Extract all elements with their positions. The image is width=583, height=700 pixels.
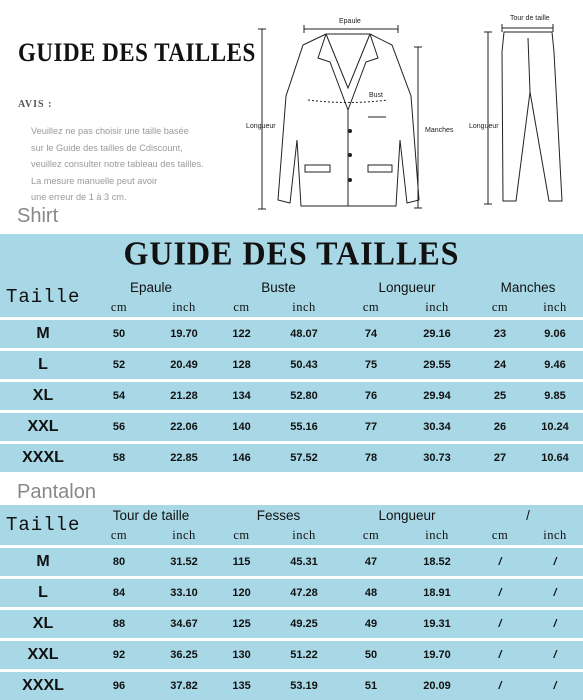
- diagram-label-tour-de-taille: Tour de taille: [510, 15, 550, 22]
- size-cell: L: [0, 350, 86, 381]
- table-cell: 134: [216, 381, 267, 412]
- table-cell: /: [527, 640, 583, 671]
- table-cell: 96: [86, 671, 152, 700]
- diagram-label-pant-longueur: Longueur: [469, 123, 499, 130]
- table-cell: 92: [86, 640, 152, 671]
- group-header: Manches: [473, 277, 583, 298]
- table-row: [0, 609, 583, 640]
- jacket-button-icon: [348, 153, 352, 157]
- unit-header: inch: [401, 298, 473, 319]
- table-cell: 52: [86, 350, 152, 381]
- table-cell: 84: [86, 578, 152, 609]
- table-cell: 53.19: [267, 671, 341, 700]
- table-cell: 55.16: [267, 412, 341, 443]
- table-cell: /: [473, 671, 527, 700]
- table-cell: 18.52: [401, 547, 473, 578]
- table-cell: 50: [86, 319, 152, 350]
- table-cell: /: [473, 609, 527, 640]
- table-unit-header: [0, 526, 583, 547]
- table-unit-header: [0, 298, 583, 319]
- table-row: [0, 578, 583, 609]
- table-cell: 56: [86, 412, 152, 443]
- size-cell: M: [0, 319, 86, 350]
- unit-header: inch: [267, 298, 341, 319]
- diagram-label-epaule: Epaule: [339, 18, 361, 25]
- table-cell: 22.06: [152, 412, 216, 443]
- size-cell: XXXL: [0, 443, 86, 473]
- page-title: GUIDE DES TAILLES: [18, 38, 256, 67]
- table-cell: 51: [341, 671, 401, 700]
- group-header: Epaule: [86, 277, 216, 298]
- jacket-button-icon: [348, 129, 352, 133]
- table-cell: 20.49: [152, 350, 216, 381]
- table-cell: 49: [341, 609, 401, 640]
- group-header: Longueur: [341, 505, 473, 526]
- avis-line: sur le Guide des tailles de Cdiscount,: [31, 143, 183, 153]
- table-cell: 122: [216, 319, 267, 350]
- table-cell: /: [527, 671, 583, 700]
- table-cell: 9.85: [527, 381, 583, 412]
- table-cell: 135: [216, 671, 267, 700]
- table-cell: 47: [341, 547, 401, 578]
- unit-header: inch: [401, 526, 473, 547]
- table-cell: /: [527, 578, 583, 609]
- table-cell: 27: [473, 443, 527, 473]
- table-cell: 23: [473, 319, 527, 350]
- table-cell: 88: [86, 609, 152, 640]
- size-cell: XXL: [0, 412, 86, 443]
- table-cell: 30.73: [401, 443, 473, 473]
- table-cell: 77: [341, 412, 401, 443]
- table-row: [0, 350, 583, 381]
- unit-header: cm: [341, 526, 401, 547]
- avis-line: une erreur de 1 à 3 cm.: [31, 192, 127, 202]
- table-cell: 125: [216, 609, 267, 640]
- table-cell: 21.28: [152, 381, 216, 412]
- table-cell: 31.52: [152, 547, 216, 578]
- unit-header: cm: [473, 298, 527, 319]
- table-cell: 47.28: [267, 578, 341, 609]
- group-header: Longueur: [341, 277, 473, 298]
- table-cell: 19.70: [152, 319, 216, 350]
- table-cell: 45.31: [267, 547, 341, 578]
- unit-header: cm: [341, 298, 401, 319]
- unit-header: inch: [267, 526, 341, 547]
- table-row: [0, 319, 583, 350]
- table-cell: 76: [341, 381, 401, 412]
- table-cell: 19.70: [401, 640, 473, 671]
- table-cell: 20.09: [401, 671, 473, 700]
- table-row: [0, 547, 583, 578]
- size-cell: M: [0, 547, 86, 578]
- table-cell: 48: [341, 578, 401, 609]
- group-header: /: [473, 505, 583, 526]
- header-area: [0, 0, 583, 232]
- table-cell: /: [473, 547, 527, 578]
- table-cell: 48.07: [267, 319, 341, 350]
- size-column-header: Taille: [0, 277, 86, 319]
- table-cell: 140: [216, 412, 267, 443]
- table-cell: 9.06: [527, 319, 583, 350]
- jacket-button-icon: [348, 178, 352, 182]
- unit-header: cm: [86, 526, 152, 547]
- size-cell: XXL: [0, 640, 86, 671]
- banner-title: GUIDE DES TAILLES: [123, 234, 460, 272]
- table-cell: /: [527, 609, 583, 640]
- table-cell: 58: [86, 443, 152, 473]
- avis-line: La mesure manuelle peut avoir: [31, 176, 158, 186]
- size-cell: XXXL: [0, 671, 86, 700]
- pantalon-size-table: [0, 505, 583, 700]
- group-header: Fesses: [216, 505, 341, 526]
- table-cell: 54: [86, 381, 152, 412]
- table-cell: 52.80: [267, 381, 341, 412]
- table-cell: 80: [86, 547, 152, 578]
- table-cell: 37.82: [152, 671, 216, 700]
- table-cell: 34.67: [152, 609, 216, 640]
- pantalon-section-label: Pantalon: [17, 481, 96, 503]
- table-cell: 26: [473, 412, 527, 443]
- table-cell: 29.55: [401, 350, 473, 381]
- shirt-size-table: [0, 277, 583, 472]
- table-cell: 130: [216, 640, 267, 671]
- table-cell: 57.52: [267, 443, 341, 473]
- group-header: Buste: [216, 277, 341, 298]
- group-header: Tour de taille: [86, 505, 216, 526]
- table-cell: 146: [216, 443, 267, 473]
- diagram-label-bust: Bust: [369, 92, 384, 99]
- table-cell: 10.64: [527, 443, 583, 473]
- table-cell: 29.94: [401, 381, 473, 412]
- table-cell: 78: [341, 443, 401, 473]
- unit-header: cm: [86, 298, 152, 319]
- table-cell: 49.25: [267, 609, 341, 640]
- table-row: [0, 640, 583, 671]
- unit-header: cm: [216, 298, 267, 319]
- table-cell: 10.24: [527, 412, 583, 443]
- unit-header: inch: [152, 298, 216, 319]
- size-cell: XL: [0, 609, 86, 640]
- table-cell: 24: [473, 350, 527, 381]
- avis-line: Veuillez ne pas choisir une taille basée: [31, 126, 189, 136]
- table-cell: 29.16: [401, 319, 473, 350]
- table-row: [0, 671, 583, 700]
- diagram-label-longueur: Longueur: [246, 123, 276, 130]
- shirt-section-label: Shirt: [17, 205, 59, 227]
- size-cell: L: [0, 578, 86, 609]
- avis-line: veuillez consulter notre tableau des tailles.: [31, 159, 204, 169]
- size-column-header: Taille: [0, 505, 86, 547]
- table-row: [0, 443, 583, 473]
- table-cell: /: [473, 640, 527, 671]
- table-cell: 25: [473, 381, 527, 412]
- table-cell: 120: [216, 578, 267, 609]
- unit-header: cm: [216, 526, 267, 547]
- table-cell: 115: [216, 547, 267, 578]
- table-cell: 50: [341, 640, 401, 671]
- table-cell: 36.25: [152, 640, 216, 671]
- table-cell: 128: [216, 350, 267, 381]
- size-guide-banner: [0, 234, 583, 277]
- unit-header: cm: [473, 526, 527, 547]
- measurement-diagram: [0, 0, 583, 232]
- table-cell: 19.31: [401, 609, 473, 640]
- table-cell: 51.22: [267, 640, 341, 671]
- table-cell: 9.46: [527, 350, 583, 381]
- table-cell: 30.34: [401, 412, 473, 443]
- diagram-label-manches: Manches: [425, 127, 454, 134]
- unit-header: inch: [152, 526, 216, 547]
- table-row: [0, 381, 583, 412]
- table-cell: /: [473, 578, 527, 609]
- table-group-header: [0, 277, 583, 298]
- size-cell: XL: [0, 381, 86, 412]
- unit-header: inch: [527, 298, 583, 319]
- table-row: [0, 412, 583, 443]
- table-group-header: [0, 505, 583, 526]
- table-cell: 75: [341, 350, 401, 381]
- table-cell: /: [527, 547, 583, 578]
- table-cell: 33.10: [152, 578, 216, 609]
- table-cell: 50.43: [267, 350, 341, 381]
- table-cell: 22.85: [152, 443, 216, 473]
- table-cell: 18.91: [401, 578, 473, 609]
- avis-label: AVIS :: [18, 99, 53, 110]
- unit-header: inch: [527, 526, 583, 547]
- table-cell: 74: [341, 319, 401, 350]
